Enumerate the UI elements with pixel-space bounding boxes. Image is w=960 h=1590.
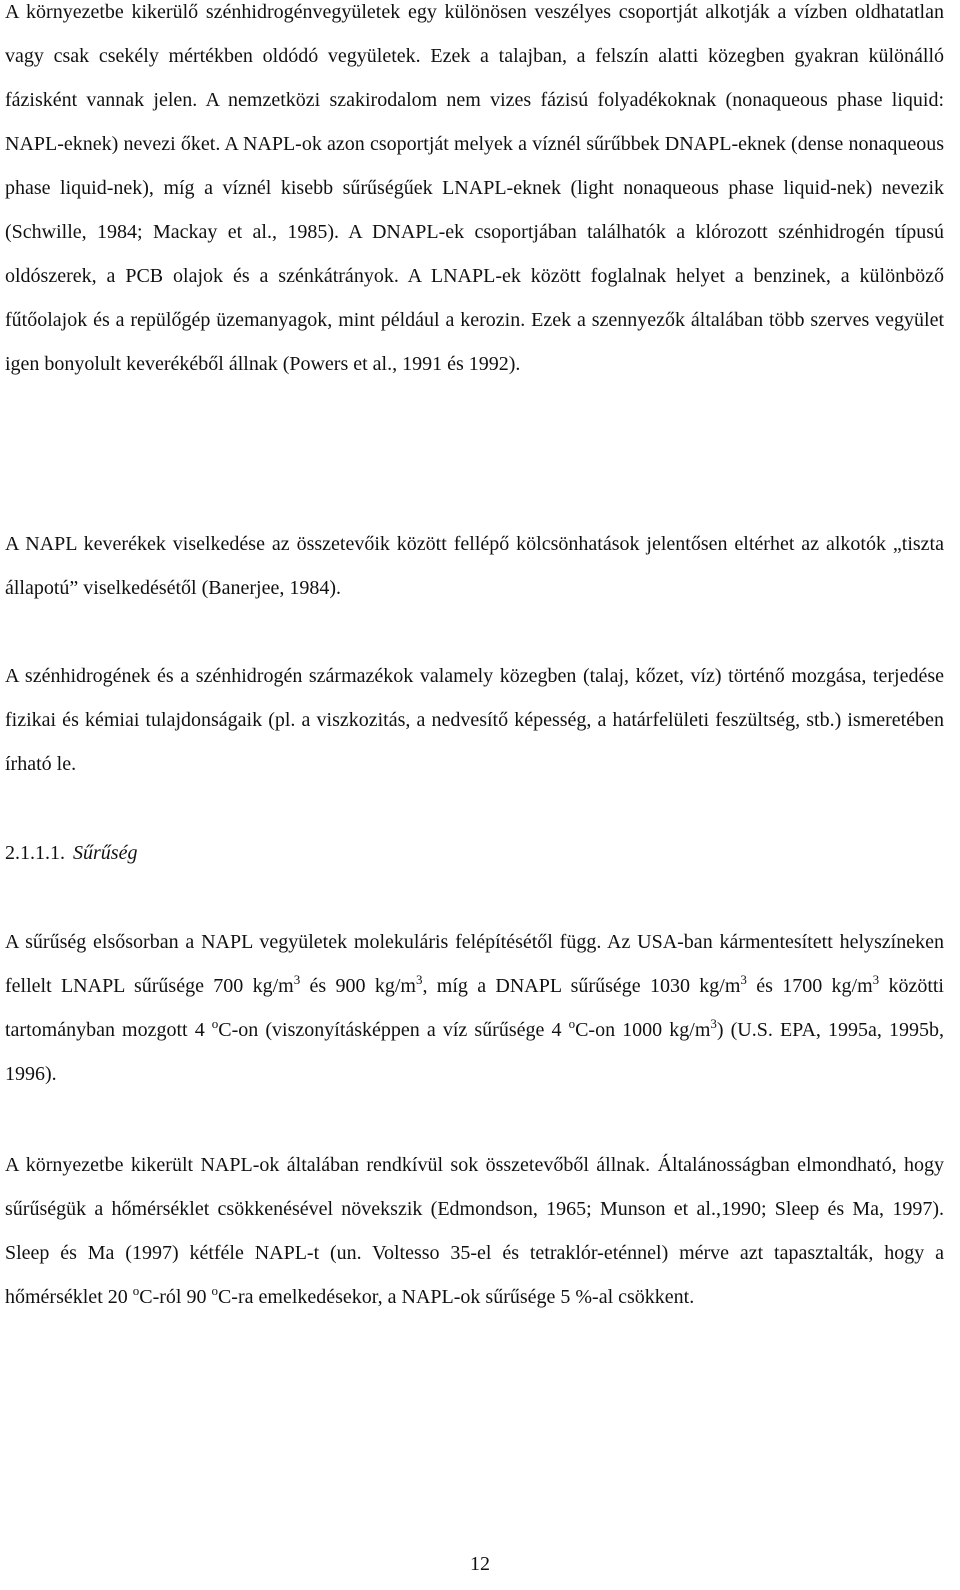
text-run: C-ról 90 xyxy=(139,1286,212,1308)
text-run: közötti tartományban mozgott 4 xyxy=(5,975,944,1041)
superscript: 3 xyxy=(710,1016,717,1031)
section-number: 2.1.1.1. xyxy=(5,842,65,864)
superscript: o xyxy=(211,1283,218,1298)
superscript: 3 xyxy=(872,972,880,987)
text-run: és 900 kg/m xyxy=(300,975,416,997)
superscript: o xyxy=(132,1283,140,1298)
superscript: 3 xyxy=(740,972,747,987)
text-run: és 1700 kg/m xyxy=(746,975,873,997)
paragraph-napl-intro: A környezetbe kikerülő szénhidrogénvegyületek egy különösen veszélyes csoportját alkotják a vízben oldhatatlan vagy csak csekély mértékben oldódó vegyületek. Ezek a talajban, a felszín alatti közegben gyakran különálló fázisként vannak jelen. A nemzetközi szakirodalom nem vizes fázisú folyadékoknak (nonaqueous phase liquid: NAPL-eknek) nevezi őket. A NAPL-ok azon csoportját melyek a víznél sűrűbbek DNAPL-eknek (dense nonaqueous phase liquid-nek), míg a víznél kisebb sűrűségűek LNAPL-eknek (light nonaqueous phase liquid-nek) nevezik (Schwille, 1984; Mackay et al., 1985). A DNAPL-ek csoportjában találhatók a klórozott szénhidrogén típusú oldószerek, a PCB olajok és a szénkátrányok. A LNAPL-ek között foglalnak helyet a benzinek, a különböző fűtőolajok és a repülőgép üzemanyagok, mint például a kerozin. Ezek a szennyezők általában több szerves vegyület igen bonyolult keverékéből állnak (Powers et al., 1991 és 1992). xyxy=(5,1,944,375)
text-run: C-on 1000 kg/m xyxy=(575,1019,711,1041)
section-heading xyxy=(5,831,137,875)
superscript: o xyxy=(568,1016,576,1031)
text-run: A környezetbe kikerült NAPL-ok általában rendkívül sok összetevőből állnak. Általánosságban elmondható, hogy sűrűségük a hőmérséklet csökkenésével növekszik (Edmondson, 1965; Munson et al.,1990; Sleep és Ma, 1997). Sleep és Ma (1997) kétféle NAPL-t (un. Voltesso 35-el és tetraklór-eténnel) mérve azt tapasztalták, hogy a hőmérséklet 20 xyxy=(5,1154,944,1308)
text-run: C-ra emelkedésekor, a NAPL-ok sűrűsége 5 %-al csökkent. xyxy=(217,1286,695,1308)
page-number: 12 xyxy=(470,1553,490,1575)
text-run: C-on (viszonyításképpen a víz sűrűsége 4 xyxy=(218,1019,569,1041)
superscript: 3 xyxy=(415,972,423,987)
text-run: A sűrűség elsősorban a NAPL vegyületek molekuláris felépítésétől függ. Az USA-ban kármentesített helyszíneken fellelt LNAPL sűrűsége 700 kg/m xyxy=(5,931,944,997)
paragraph-temperature-density xyxy=(5,1143,944,1319)
paragraph-napl-mixtures: A NAPL keverékek viselkedése az összetevőik között fellépő kölcsönhatások jelentősen eltérhet az alkotók „tiszta állapotú” viselkedésétől (Banerjee, 1984). xyxy=(5,533,944,599)
superscript: 3 xyxy=(293,972,301,987)
paragraph-density xyxy=(5,920,944,1096)
superscript: o xyxy=(211,1016,219,1031)
text-run: , míg a DNAPL sűrűsége 1030 kg/m xyxy=(422,975,741,997)
text-run: ) (U.S. EPA, 1995a, 1995b, 1996). xyxy=(5,1019,944,1085)
paragraph-hydrocarbon-transport: A szénhidrogének és a szénhidrogén származékok valamely közegben (talaj, kőzet, víz) történő mozgása, terjedése fizikai és kémiai tulajdonságaik (pl. a viszkozitás, a nedvesítő képesség, a határfelületi feszültség, stb.) ismeretében írható le. xyxy=(5,665,944,775)
section-title: Sűrűség xyxy=(73,842,138,864)
